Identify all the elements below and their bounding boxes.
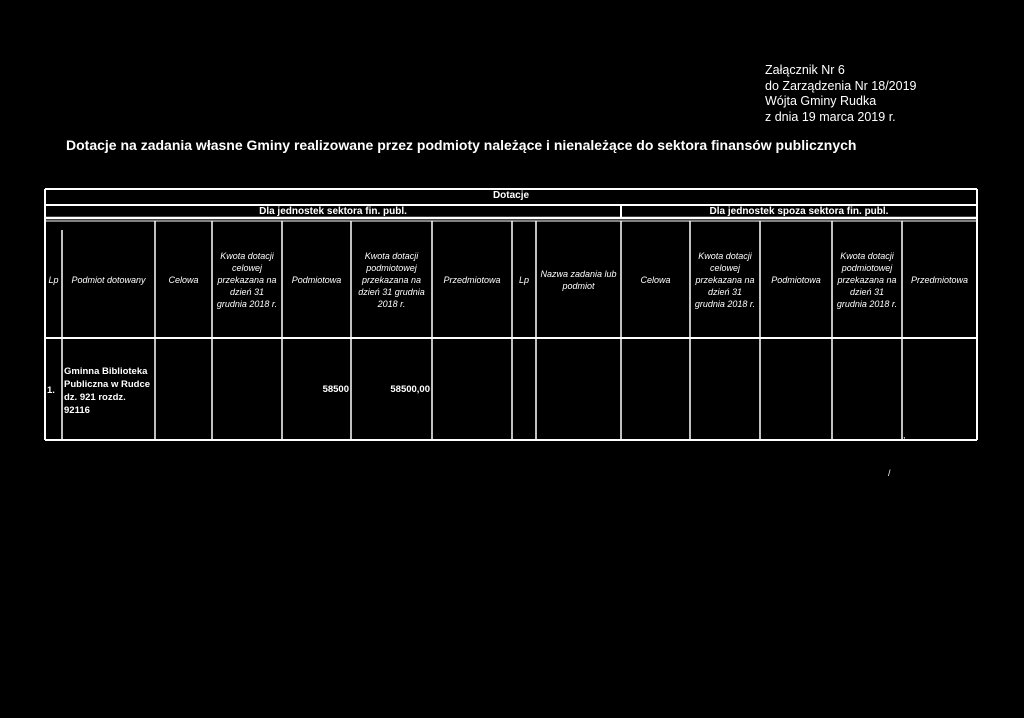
column-header-przedmiotowa: Przedmiotowa (443, 274, 501, 285)
annex-line-1: Załącznik Nr 6 (765, 63, 845, 77)
row-podmiotowa-value: 58500 (322, 384, 349, 395)
column-header-podmiotowa-2: Podmiotowa (771, 274, 821, 285)
column-header-celowa-2: Celowa (640, 274, 671, 285)
column-header-kwota-celowej-2: Kwota dotacji celowej przekazana na dzień 31 grudnia 2018 r. (694, 250, 756, 309)
column-header-lp: Lp (48, 274, 59, 285)
annex-line-3: Wójta Gminy Rudka (765, 94, 877, 108)
column-header-kwota-celowej: Kwota dotacji celowej przekazana na dzień 31 grudnia 2018 r. (216, 250, 278, 309)
column-header-kwota-podmiotowej-2: Kwota dotacji podmiotowej przekazana na dzień 31 grudnia 2018 r. (836, 250, 898, 309)
annex-line-4: z dnia 19 marca 2019 r. (765, 109, 896, 124)
column-header-przedmiotowa-2: Przedmiotowa (910, 274, 969, 285)
column-header-nazwa-zadania: Nazwa zadania lub podmiot (540, 268, 617, 291)
header-group-public: Dla jednostek sektora fin. publ. (259, 206, 407, 217)
column-header-kwota-podmiotowej: Kwota dotacji podmiotowej przekazana na dzień 31 grudnia 2018 r. (358, 250, 425, 309)
column-header-podmiotowa: Podmiotowa (291, 274, 342, 285)
column-header-podmiot-dotowany: Podmiot dotowany (71, 274, 146, 285)
row-lp: 1. (47, 385, 55, 396)
row-entity (64, 365, 154, 417)
header-group-nonpublic: Dla jednostek spoza sektora fin. publ. (709, 206, 889, 217)
header-dotacje: Dotacje (492, 190, 530, 201)
document-title: Dotacje na zadania własne Gminy realizowane przez podmioty należące i nienależące do sektora finansów publicznych (66, 137, 857, 153)
row-entity-line-4: 92116 (64, 405, 90, 416)
row-entity-line-2: Publiczna w Rudce (64, 379, 151, 390)
row-entity-line-1: Gminna Biblioteka (64, 366, 148, 377)
annex-line-2: do Zarządzenia Nr 18/2019 (765, 78, 917, 93)
column-header-celowa: Celowa (168, 274, 199, 285)
scan-artifact-2: / (888, 468, 891, 478)
row-kwota-podmiotowej-value: 58500,00 (390, 384, 430, 395)
row-entity-line-3: dz. 921 rozdz. (64, 392, 126, 403)
scan-artifact: , (903, 430, 906, 440)
column-header-lp-2: Lp (518, 274, 529, 285)
